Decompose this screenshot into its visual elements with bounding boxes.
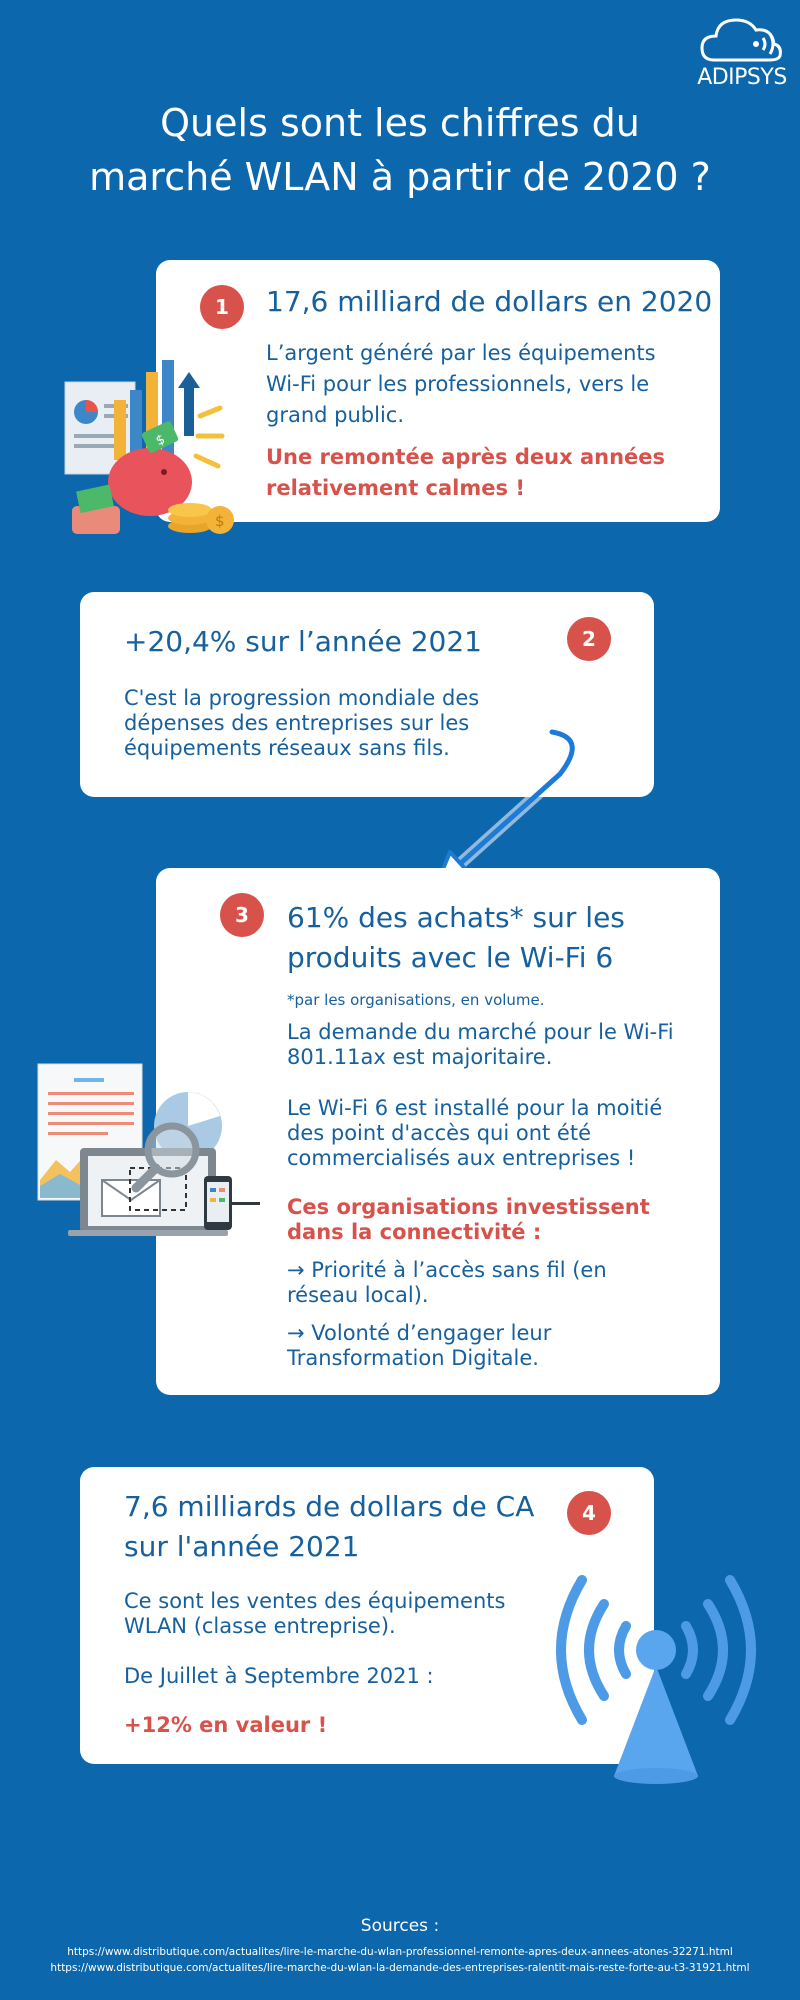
card-footnote: *par les organisations, en volume. xyxy=(287,991,545,1009)
title-line: marché WLAN à partir de 2020 ? xyxy=(89,155,711,199)
card-text-line: L’argent généré par les équipements xyxy=(266,341,656,365)
bullet-line: → Volonté d’engager leur xyxy=(287,1321,552,1345)
card-heading: produits avec le Wi-Fi 6 xyxy=(287,941,614,974)
card-text-line: des point d'accès qui ont été xyxy=(287,1121,591,1145)
documents-magnifier-icon xyxy=(36,1060,262,1240)
step-badge: 1 xyxy=(200,285,244,329)
step-badge: 2 xyxy=(567,617,611,661)
svg-text:$: $ xyxy=(153,431,168,450)
source-link[interactable]: https://www.distributique.com/actualites/lire-marche-du-wlan-la-demande-des-entreprises-ralentit-mais-reste-forte-au-t3-31921.html xyxy=(50,1962,750,1974)
card-text-line: Wi-Fi pour les professionnels, vers le xyxy=(266,372,650,396)
card-highlight: relativement calmes ! xyxy=(266,476,525,500)
card-highlight: dans la connectivité : xyxy=(287,1220,542,1244)
bullet-line: Transformation Digitale. xyxy=(287,1346,539,1370)
bullet-line: réseau local). xyxy=(287,1283,429,1307)
card-highlight: Ces organisations investissent xyxy=(287,1195,650,1219)
card-text-line: WLAN (classe entreprise). xyxy=(124,1614,396,1638)
card-text-line: C'est la progression mondiale des xyxy=(124,686,480,710)
card-highlight: +12% en valeur ! xyxy=(124,1713,328,1737)
card-heading: 17,6 milliard de dollars en 2020 xyxy=(266,285,713,318)
title-line: Quels sont les chiffres du xyxy=(160,101,640,145)
sources-title: Sources : xyxy=(360,1916,440,1936)
svg-text:$: $ xyxy=(215,512,225,530)
card-heading: +20,4% sur l’année 2021 xyxy=(124,625,482,658)
wifi-antenna-icon xyxy=(552,1570,760,1790)
card-heading: 61% des achats* sur les xyxy=(287,901,625,934)
card-text-line: Ce sont les ventes des équipements xyxy=(124,1589,506,1613)
card-text-line: équipements réseaux sans fils. xyxy=(124,736,450,760)
piggy-bank-chart-icon xyxy=(60,360,240,545)
page-title xyxy=(40,96,760,204)
card-text-line: grand public. xyxy=(266,403,405,427)
brand-name: ADIPSYS xyxy=(697,65,787,90)
card-heading: sur l'année 2021 xyxy=(124,1530,360,1563)
card-text-line: La demande du marché pour le Wi-Fi xyxy=(287,1020,674,1044)
source-link[interactable]: https://www.distributique.com/actualites/lire-le-marche-du-wlan-professionnel-remonte-apres-deux-annees-atones-32271.html xyxy=(67,1946,733,1958)
card-text-line: Le Wi-Fi 6 est installé pour la moitié xyxy=(287,1096,663,1120)
card-highlight: Une remontée après deux années xyxy=(266,445,665,469)
cloud-wifi-icon xyxy=(700,8,786,64)
card-text-line: 801.11ax est majoritaire. xyxy=(287,1045,553,1069)
card-text-line: dépenses des entreprises sur les xyxy=(124,711,470,735)
card-text-line: commercialisés aux entreprises ! xyxy=(287,1146,636,1170)
bullet-line: → Priorité à l’accès sans fil (en xyxy=(287,1258,607,1282)
stat-card-1 xyxy=(153,260,720,522)
card-heading: 7,6 milliards de dollars de CA xyxy=(124,1490,535,1523)
step-badge: 4 xyxy=(567,1491,611,1535)
card-period: De Juillet à Septembre 2021 : xyxy=(124,1664,434,1688)
step-badge: 3 xyxy=(220,893,264,937)
brand-logo xyxy=(692,8,792,88)
